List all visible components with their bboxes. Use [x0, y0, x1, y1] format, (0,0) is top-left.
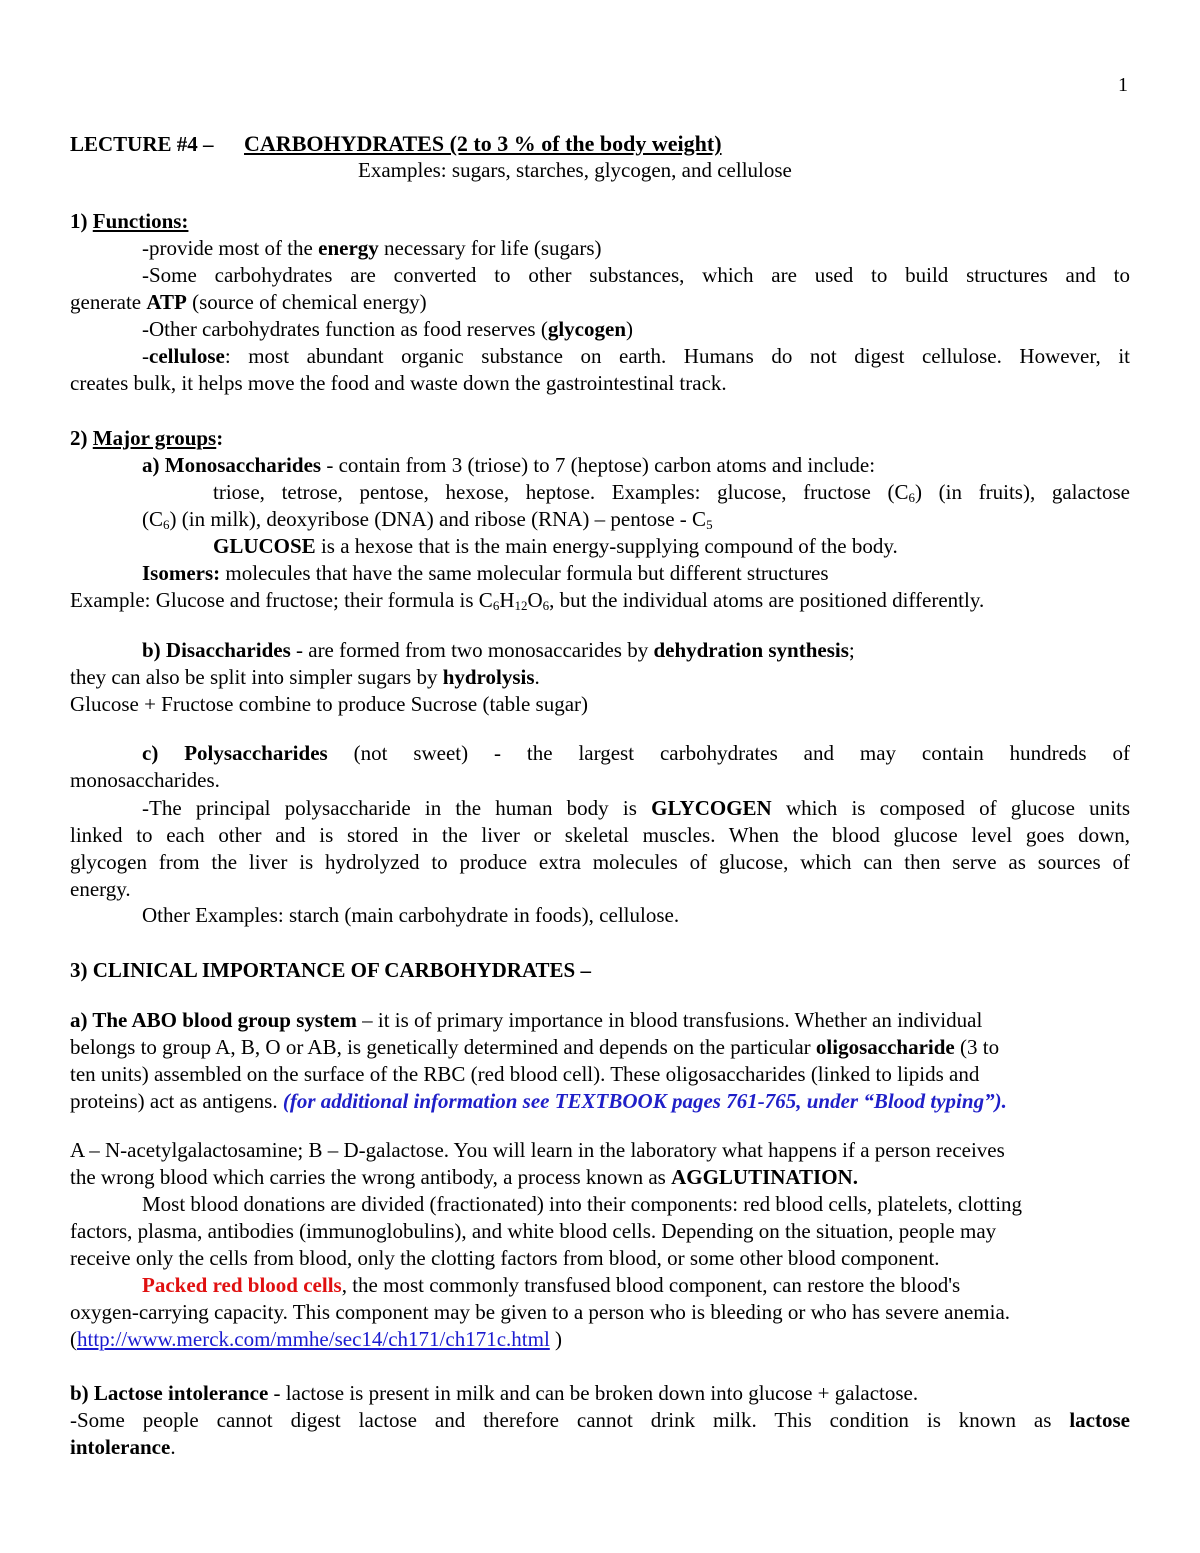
antigen-line-1: A – N-acetylgalactosamine; B – D-galactose. You will learn in the laboratory what happens if a person receives: [70, 1138, 1005, 1162]
abo-line-2: belongs to group A, B, O or AB, is genetically determined and depends on the particular oligosaccharide (3 to: [70, 1035, 1000, 1059]
lactose-line-2: -Some people cannot digest lactose and therefore cannot drink milk. This condition is known as lactose: [70, 1408, 1130, 1432]
functions-heading: 1) Functions:: [70, 209, 189, 233]
lecture-number: LECTURE #4 –: [70, 132, 214, 156]
packed-cells-line-1: Packed red blood cells, the most commonly transfused blood component, can restore the blood's: [142, 1273, 961, 1297]
functions-line-3: generate ATP (source of chemical energy): [70, 290, 427, 314]
packed-cells-line-2: oxygen-carrying capacity. This component may be given to a person who is bleeding or who has severe anemia.: [70, 1300, 1011, 1324]
polysaccharides-line-7: Other Examples: starch (main carbohydrate in foods), cellulose.: [142, 903, 680, 927]
abo-line-4: proteins) act as antigens. (for additional information see TEXTBOOK pages 761-765, under “Blood typing”).: [70, 1089, 1007, 1113]
abo-line-3: ten units) assembled on the surface of the RBC (red blood cell). These oligosaccharides (linked to lipids and: [70, 1062, 980, 1086]
packed-red-cells-highlight: Packed red blood cells: [142, 1273, 342, 1297]
textbook-reference: (for additional information see TEXTBOOK pages 761-765, under “Blood typing”).: [282, 1089, 1007, 1113]
glucose-line: GLUCOSE is a hexose that is the main energy-supplying compound of the body.: [213, 534, 898, 558]
polysaccharides-line-3: -The principal polysaccharide in the human body is GLYCOGEN which is composed of glucose units: [142, 796, 1130, 820]
polysaccharides-line-4: linked to each other and is stored in the liver or skeletal muscles. When the blood glucose level goes down,: [70, 823, 1130, 847]
disaccharides-line-3: Glucose + Fructose combine to produce Sucrose (table sugar): [70, 692, 589, 716]
clinical-heading: 3) CLINICAL IMPORTANCE OF CARBOHYDRATES –: [70, 958, 591, 982]
polysaccharides-line-5: glycogen from the liver is hydrolyzed to produce extra molecules of glucose, which can then serve as sources of: [70, 850, 1130, 874]
disaccharides-line-2: they can also be split into simpler sugars by hydrolysis.: [70, 665, 540, 689]
page-number: 1: [1118, 74, 1128, 96]
lecture-title-line: [70, 130, 722, 158]
groups-heading: 2) Major groups:: [70, 426, 224, 450]
merck-link[interactable]: http://www.merck.com/mmhe/sec14/ch171/ch171c.html: [77, 1327, 550, 1351]
monosaccharides-line-3: $(C_6)$ (in milk), deoxyribose (DNA) and ribose (RNA) – pentose - $C_5$: [142, 507, 713, 532]
functions-line-2: -Some carbohydrates are converted to other substances, which are used to build structures and to: [142, 263, 1130, 287]
polysaccharides-line-6: energy.: [70, 877, 131, 901]
abo-line-1: a) The ABO blood group system – it is of primary importance in blood transfusions. Whether an individual: [70, 1008, 983, 1032]
donation-line-1: Most blood donations are divided (fractionated) into their components: red blood cells, platelets, clotting: [142, 1192, 1023, 1216]
functions-line-4: -Other carbohydrates function as food reserves (glycogen): [142, 317, 633, 341]
isomers-example-line: Example: Glucose and fructose; their formula is $C_6H_{12}O_6$, but the individual atoms are positioned differently.: [70, 588, 985, 613]
polysaccharides-line-2: monosaccharides.: [70, 768, 220, 792]
page-title: CARBOHYDRATES (2 to 3 % of the body weight): [244, 131, 722, 156]
lactose-line-1: b) Lactose intolerance - lactose is present in milk and can be broken down into glucose + galactose.: [70, 1381, 919, 1405]
donation-line-3: receive only the cells from blood, only the clotting factors from blood, or some other blood component.: [70, 1246, 940, 1270]
monosaccharides-line-2: triose, tetrose, pentose, hexose, heptose. Examples: glucose, fructose $(C_6)$ (in fruits), galactose: [213, 480, 1130, 505]
disaccharides-line-1: b) Disaccharides - are formed from two monosaccarides by dehydration synthesis;: [142, 638, 855, 662]
merck-link-line: (http://www.merck.com/mmhe/sec14/ch171/ch171c.html ): [70, 1327, 563, 1351]
examples-subtitle: Examples: sugars, starches, glycogen, and cellulose: [358, 158, 792, 182]
antigen-line-2: the wrong blood which carries the wrong antibody, a process known as AGGLUTINATION.: [70, 1165, 858, 1189]
functions-line-1: -provide most of the energy necessary for life (sugars): [142, 236, 602, 260]
monosaccharides-line-1: a) Monosaccharides - contain from 3 (triose) to 7 (heptose) carbon atoms and include:: [142, 453, 876, 477]
functions-line-6: creates bulk, it helps move the food and waste down the gastrointestinal track.: [70, 371, 727, 395]
isomers-line: Isomers: molecules that have the same molecular formula but different structures: [142, 561, 829, 585]
lactose-line-3: intolerance.: [70, 1435, 176, 1459]
donation-line-2: factors, plasma, antibodies (immunoglobulins), and white blood cells. Depending on the situation, people may: [70, 1219, 997, 1243]
polysaccharides-line-1: c) Polysaccharides (not sweet) - the largest carbohydrates and may contain hundreds of: [142, 741, 1130, 765]
functions-line-5: -cellulose: most abundant organic substance on earth. Humans do not digest cellulose. However, it: [142, 344, 1130, 368]
